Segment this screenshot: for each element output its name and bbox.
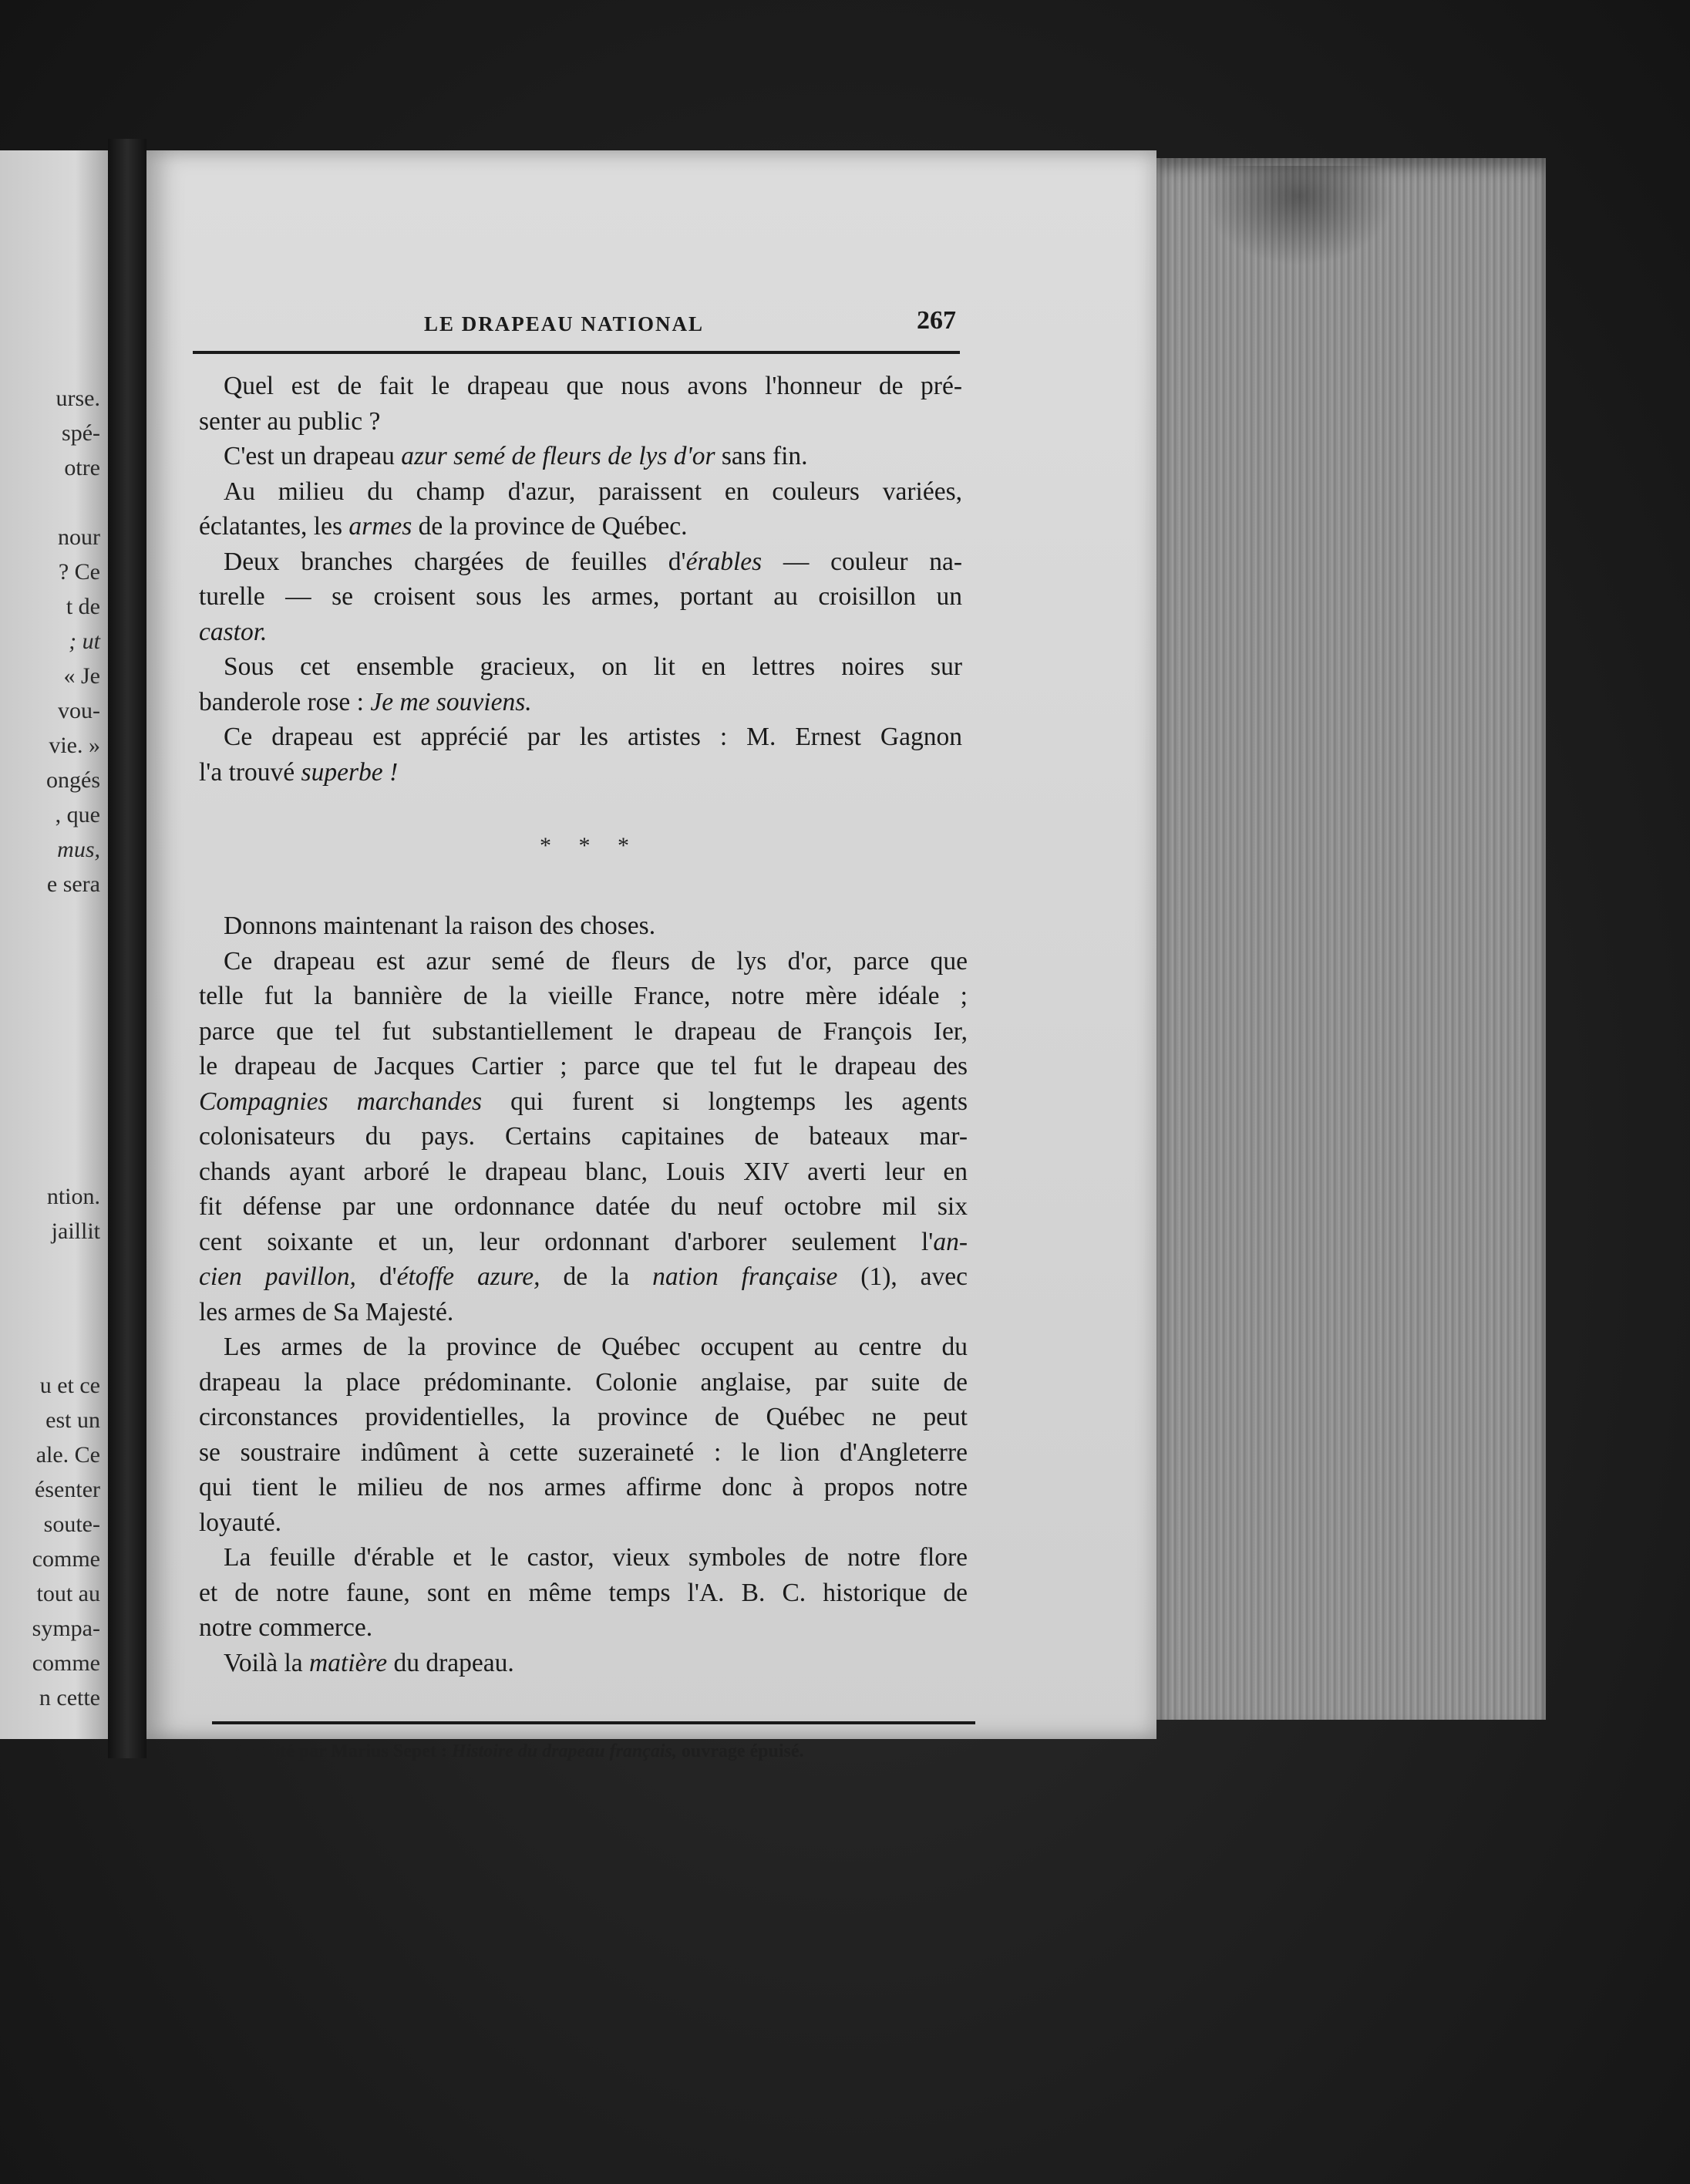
text-span: Ce drapeau est apprécié par les artistes : M. Ernest Gagnon: [224, 723, 962, 751]
text-line: [199, 369, 962, 404]
left-fragment-line: urse.: [56, 386, 100, 411]
text-line: [199, 720, 962, 755]
text-span: Au milieu du champ d'azur, paraissent en couleurs variées,: [224, 477, 962, 506]
text-line: [199, 1295, 968, 1330]
text-line: [199, 579, 962, 615]
text-span: de la province de Québec.: [412, 512, 688, 541]
left-fragment-line: jaillit: [51, 1218, 100, 1244]
text-line: [199, 1119, 968, 1154]
text-line: [199, 649, 962, 685]
left-fragment-line: tout au: [36, 1581, 100, 1606]
text-span: La feuille d'érable et le castor, vieux symboles de notre flore: [224, 1543, 968, 1572]
italic-span: érables: [685, 547, 763, 576]
body-text-top: [199, 369, 962, 790]
text-span: senter au public ?: [199, 406, 381, 436]
text-span: cent soixante et un, leur ordonnant d'arborer seulement l': [199, 1227, 934, 1256]
text-span: — couleur na-: [762, 547, 962, 576]
text-span: Sous cet ensemble gracieux, on lit en lettres noires sur: [224, 652, 962, 681]
left-fragment-line: ésenter: [35, 1477, 100, 1502]
text-span: d': [355, 1262, 397, 1291]
left-fragment-line: , que: [55, 802, 100, 827]
text-span: l'a trouvé: [199, 757, 301, 787]
left-fragment-line: vou-: [58, 698, 100, 723]
text-span: notre commerce.: [199, 1613, 373, 1642]
text-line: [199, 1330, 968, 1365]
left-fragment-line: ; ut: [69, 629, 100, 654]
text-line: [199, 509, 962, 544]
left-fragment-line: n cette: [39, 1685, 100, 1710]
text-line: [199, 944, 968, 979]
text-span: drapeau la place prédominante. Colonie anglaise, par suite de: [199, 1367, 968, 1397]
text-span: Deux branches chargées de feuilles d': [224, 547, 686, 576]
text-line: [199, 1365, 968, 1400]
left-fragment-line: vie. »: [49, 733, 100, 758]
left-fragment-line: sympa-: [32, 1616, 100, 1641]
text-line: [199, 1154, 968, 1190]
left-fragment-line: « Je: [63, 663, 100, 689]
italic-span: nation française: [652, 1262, 838, 1291]
text-span: (1), avec: [837, 1262, 968, 1291]
left-fragment-line: t de: [66, 594, 100, 619]
text-span: Ce drapeau est azur semé de fleurs de lys d'or, parce que: [224, 946, 968, 976]
text-line: [199, 1259, 968, 1295]
text-line: [199, 1189, 968, 1225]
left-fragment-line: spé-: [62, 420, 100, 446]
text-line: [199, 404, 962, 440]
text-span: C'est un drapeau: [224, 442, 402, 470]
page-header: [193, 305, 960, 354]
book-gutter: [108, 139, 146, 1758]
left-page-fragment: [0, 150, 108, 1739]
body-text-bottom: [199, 908, 968, 1680]
text-span: parce que tel fut substantiellement le drapeau de François Ier,: [199, 1016, 968, 1046]
text-span: de la: [540, 1262, 653, 1291]
text-span: telle fut la bannière de la vieille France, notre mère idéale ;: [199, 982, 968, 1010]
left-fragment-line: u et ce: [39, 1373, 100, 1398]
text-line: [199, 1435, 968, 1471]
text-line: [199, 1084, 968, 1120]
left-fragment-line: ? Ce: [58, 559, 100, 585]
running-head: LE DRAPEAU NATIONAL: [424, 312, 705, 335]
edge-stain: [1203, 166, 1395, 266]
italic-span: cien pavillon,: [199, 1262, 356, 1291]
text-span: banderole rose :: [199, 687, 371, 716]
text-line: [199, 1576, 968, 1611]
left-fragment-line: comme: [32, 1546, 100, 1572]
text-span: circonstances providentielles, la province de Québec ne peut: [199, 1403, 968, 1431]
page-edges: [1156, 158, 1546, 1720]
text-line: [199, 1540, 968, 1576]
footnote-text: (1) Cité par Marius Sepet :: [235, 1741, 452, 1761]
left-fragment-line: est un: [45, 1407, 100, 1433]
text-line: [199, 1014, 968, 1050]
text-line: [199, 1225, 968, 1260]
text-line: [199, 439, 962, 474]
footnote-rule: [212, 1721, 975, 1724]
text-line: [199, 1400, 968, 1435]
page-number: 267: [917, 306, 956, 335]
italic-span: superbe !: [301, 757, 399, 787]
text-line: [199, 1505, 968, 1541]
left-fragment-line: mus,: [57, 837, 100, 862]
text-line: [199, 685, 962, 720]
text-span: colonisateurs du pays. Certains capitaines de bateaux mar-: [199, 1122, 968, 1151]
text-span: le drapeau de Jacques Cartier ; parce que tel fut le drapeau des: [199, 1052, 968, 1080]
left-fragment-line: ale. Ce: [35, 1442, 100, 1468]
text-line: [199, 544, 962, 580]
left-fragment-line: soute-: [43, 1512, 100, 1537]
text-span: les armes de Sa Majesté.: [199, 1297, 454, 1326]
text-span: se soustraire indûment à cette suzeraineté : le lion d'Angleterre: [199, 1437, 968, 1467]
left-fragment-line: e sera: [46, 871, 100, 897]
footnote: [235, 1741, 804, 1762]
text-line: [199, 1470, 968, 1505]
text-span: Les armes de la province de Québec occupent au centre du: [224, 1333, 968, 1361]
italic-span: matière: [309, 1648, 388, 1677]
text-line: [199, 1610, 968, 1646]
text-line: [199, 1646, 968, 1681]
italic-span: étoffe azure,: [396, 1262, 540, 1291]
left-fragment-line: ongés: [46, 767, 100, 793]
left-fragment-line: comme: [32, 1650, 100, 1676]
footnote-italic: Histoire du drapeau français,: [451, 1741, 677, 1761]
text-line: [199, 615, 962, 650]
left-fragment-line: nour: [58, 524, 100, 550]
left-fragment-line: otre: [64, 455, 100, 480]
text-span: Voilà la: [224, 1648, 310, 1677]
text-span: qui tient le milieu de nos armes affirme donc à propos notre: [199, 1473, 968, 1502]
text-span: fit défense par une ordonnance datée du neuf octobre mil six: [199, 1192, 968, 1221]
text-line: [199, 979, 968, 1014]
text-span: Donnons maintenant la raison des choses.: [224, 912, 656, 940]
text-line: [199, 908, 968, 944]
italic-span: Je me souviens.: [370, 687, 532, 716]
italic-span: Compagnies marchandes: [199, 1087, 483, 1116]
text-line: [199, 1049, 968, 1084]
text-span: Quel est de fait le drapeau que nous avons l'honneur de pré-: [224, 372, 962, 400]
text-span: chands ayant arboré le drapeau blanc, Louis XIV averti leur en: [199, 1157, 968, 1186]
footnote-text: ouvrage épuisé.: [676, 1741, 804, 1761]
section-separator: * * *: [540, 833, 640, 858]
left-fragment-line: ntion.: [46, 1184, 100, 1209]
text-span: du drapeau.: [387, 1648, 514, 1677]
italic-span: azur semé de fleurs de lys d'or: [401, 442, 715, 470]
text-span: et de notre faune, sont en même temps l'A. B. C. historique de: [199, 1578, 968, 1607]
text-span: qui furent si longtemps les agents: [482, 1087, 968, 1116]
italic-span: an-: [933, 1227, 968, 1256]
text-span: sans fin.: [715, 442, 808, 470]
text-span: éclatantes, les: [199, 512, 349, 541]
text-span: loyauté.: [199, 1508, 281, 1537]
italic-span: armes: [348, 512, 412, 541]
text-line: [199, 474, 962, 510]
text-span: turelle — se croisent sous les armes, portant au croisillon un: [199, 582, 962, 611]
text-line: [199, 755, 962, 790]
italic-span: castor.: [199, 617, 268, 646]
